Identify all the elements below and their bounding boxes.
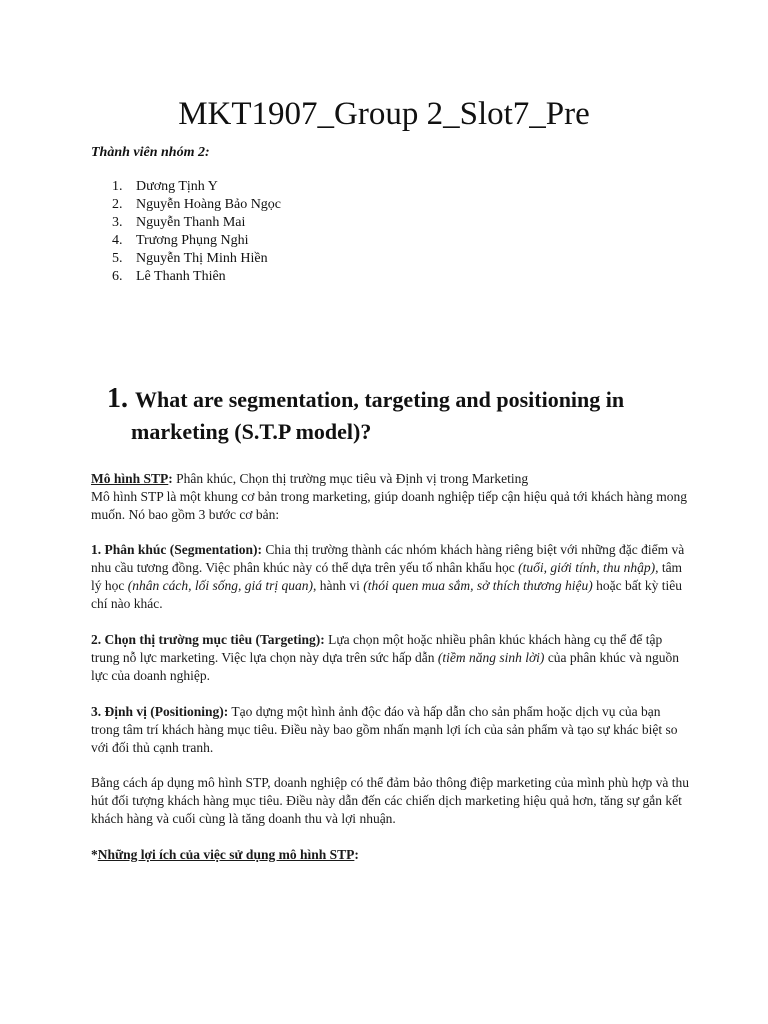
member-number: 4. (112, 233, 123, 248)
member-name: Nguyễn Thị Minh Hiền (136, 251, 268, 266)
document-title: MKT1907_Group 2_Slot7_Pre (178, 96, 590, 132)
member-number: 5. (112, 251, 123, 266)
targeting-text: của phân khúc và nguồn lực của doanh nghiệp. (91, 650, 680, 683)
member-item (112, 232, 281, 250)
stp-intro-paragraph (91, 470, 691, 524)
segmentation-text: , hành vi (313, 578, 364, 593)
positioning-text: Tạo dựng một hình ảnh độc đáo và hấp dẫn cho sản phẩm hoặc dịch vụ của bạn trong tâm trí khách hàng mục tiêu. Điều này bao gồm nhấn mạnh lợi ích của sản phẩm và tạo sự khác biệt so với đối thủ cạnh tranh. (91, 704, 678, 755)
member-item (112, 250, 281, 268)
member-name: Lê Thanh Thiên (136, 269, 226, 284)
segmentation-behavioral: (thói quen mua sắm, sở thích thương hiệu) (363, 578, 593, 593)
targeting-profit-potential: (tiềm năng sinh lời) (437, 650, 545, 665)
targeting-text: Lựa chọn một hoặc nhiều phân khúc khách hàng cụ thể để tập trung nỗ lực marketing. Việc lựa chọn này dựa trên sức hấp dẫn (91, 632, 663, 665)
members-list (112, 178, 281, 286)
member-name: Nguyễn Hoàng Bảo Ngọc (136, 197, 282, 212)
member-name: Nguyễn Thanh Mai (136, 215, 246, 230)
stp-intro-line1: Phân khúc, Chọn thị trường mục tiêu và Định vị trong Marketing (172, 471, 529, 486)
member-name: Trương Phụng Nghi (136, 233, 249, 248)
benefits-heading (91, 846, 691, 864)
segmentation-text: , tâm lý học (91, 560, 683, 593)
positioning-heading: 3. Định vị (Positioning): (91, 704, 229, 719)
member-number: 3. (112, 215, 123, 230)
segmentation-demographic: (tuổi, giới tính, thu nhập) (518, 560, 656, 575)
stp-intro-line2: Mô hình STP là một khung cơ bản trong marketing, giúp doanh nghiệp tiếp cận hiệu quả tới khách hàng mong muốn. Nó bao gồm 3 bước cơ bản: (91, 489, 688, 522)
member-number: 6. (112, 269, 123, 284)
segmentation-psychographic: (nhân cách, lối sống, giá trị quan) (127, 578, 313, 593)
segmentation-heading: 1. Phân khúc (Segmentation): (91, 542, 263, 557)
conclusion-paragraph: Bằng cách áp dụng mô hình STP, doanh nghiệp có thể đảm bảo thông điệp marketing của mình phù hợp và thu hút đối tượng khách hàng mục tiêu. Điều này dẫn đến các chiến dịch marketing hiệu quả hơn, tăng sự gắn kết khách hàng và cuối cùng là tăng doanh thu và lợi nhuận. (91, 775, 690, 826)
positioning-paragraph (91, 703, 691, 757)
benefits-star: * (91, 847, 98, 862)
benefits-colon: : (354, 847, 359, 862)
member-item (112, 268, 281, 286)
member-name: Dương Tịnh Y (136, 179, 218, 194)
segmentation-paragraph (91, 541, 691, 613)
member-number: 2. (112, 197, 123, 212)
question-text: What are segmentation, targeting and positioning in marketing (S.T.P model)? (131, 387, 625, 444)
targeting-paragraph (91, 631, 691, 685)
question-number: 1. (107, 383, 128, 414)
benefits-label: Những lợi ích của việc sử dụng mô hình STP (97, 847, 355, 862)
stp-model-colon: : (168, 471, 173, 486)
segmentation-text: hoặc bất kỳ tiêu chí nào khác. (91, 578, 682, 611)
member-number: 1. (112, 179, 123, 194)
targeting-heading: 2. Chọn thị trường mục tiêu (Targeting): (91, 632, 325, 647)
member-item (112, 196, 281, 214)
members-label: Thành viên nhóm 2: (91, 145, 210, 160)
member-item (112, 178, 281, 196)
member-item (112, 214, 281, 232)
stp-model-label: Mô hình STP (91, 471, 169, 486)
segmentation-text: Chia thị trường thành các nhóm khách hàng riêng biệt với những đặc điểm và nhu cầu tương đồng. Việc phân khúc này có thể dựa trên yếu tố nhân khẩu học (91, 542, 685, 575)
